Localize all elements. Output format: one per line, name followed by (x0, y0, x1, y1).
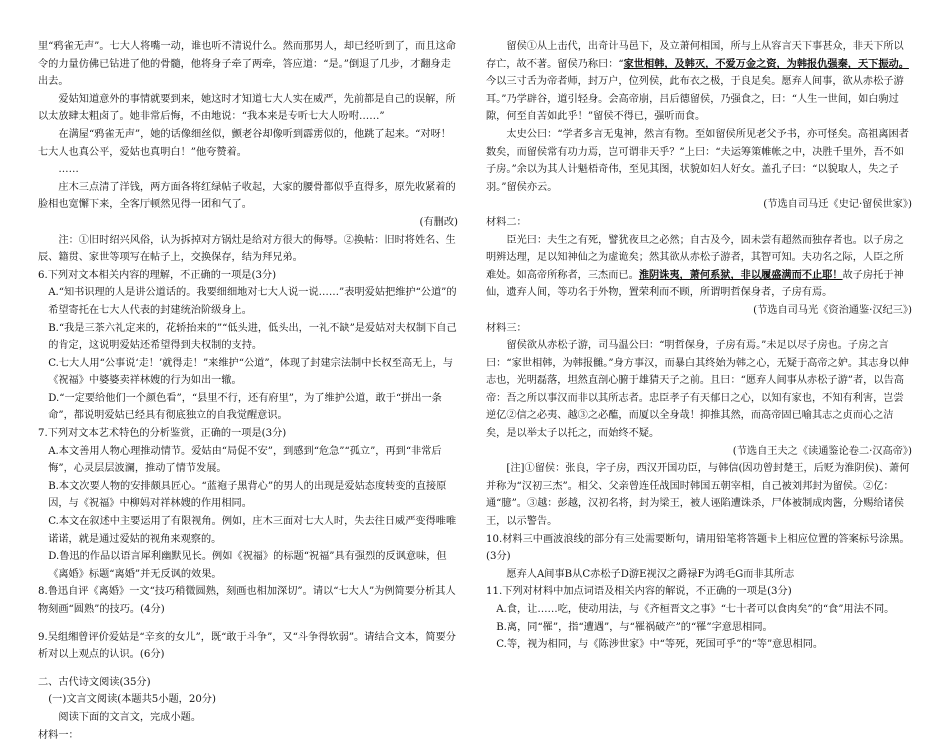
q11-stem: 11.下列对材料中加点词语及相关内容的解说，不正确的一项是(3分) (486, 586, 792, 598)
q10-text: 愿弃人A间事B从C赤松子D游E视汉之爵禄F为鸿毛G而非其所志 (506, 568, 795, 580)
material1-para: 太史公曰：“学者多言无鬼神，然言有物。至如留侯所见老父予书，亦可怪矣。高祖离困者数矣，而留侯常有功力焉，岂可谓非天乎？”上曰：“夫运筹策帷帐之中，决胜千里外，吾不如子房。”余以为其人计魁梧奇伟，至见其图，状貌如妇人好女。盖孔子曰：“以貌取人，失之子羽。”留侯亦云。 (486, 128, 909, 193)
right-column (486, 38, 912, 654)
left-column (38, 38, 458, 744)
q7-stem: 7.下列对文本艺术特色的分析鉴赏，正确的一项是(3分) (38, 428, 287, 440)
material2-para: 臣光曰：夫生之有死，譬犹夜旦之必然；自古及今，固未尝有超然而独存者也。以子房之明辨达理，足以知神仙之为虚诡矣；然其欲从赤松子游者，其智可知。夫功名之际，人臣之所难处。如高帝所称者，三杰而已。淮阴诛夷，萧何系狱，非以履盛满而不止耶！故子房托于神仙，遗弃人间，等功名于外物，置荣利而不顾，所谓明哲保身者，子房有焉。 (486, 234, 904, 299)
material2-source: (节选自司马光《资治通鉴·汉纪三》) (753, 304, 912, 316)
q6-option-b: B.“我是三茶六礼定来的，花轿抬来的”“低头进，低头出，一礼不缺”是爱姑对夫权制下自己的肯定，这说明爱姑还希望得到夫权制的支持。 (48, 322, 457, 352)
q6-option-c: C.七大人用“公事说‘走！’就得走！”来维护“公道”，体现了封建宗法制中长权至高无上，与《祝福》中婆婆卖祥林嫂的行为如出一辙。 (48, 357, 453, 387)
story-para: 在满屋“鸦雀无声”，她的话像细丝似，颤老谷却像听到霹雳似的，他跳了起来。“对呀！七大人也真公平，爱姑也真明白！”他夸赞着。 (38, 128, 451, 158)
section2a-heading: (一)文言文阅读(本题共5小题，20分) (48, 694, 216, 706)
q8: 8.鲁迅自评《离婚》一文“技巧稍微圆熟，刻画也相加深切”。请以“七大人”为例简要分析其人物刻画“圆熟”的技巧。(4分) (38, 586, 456, 615)
q6-stem: 6.下列对文本相关内容的理解，不正确的一项是(3分) (38, 269, 277, 281)
underlined-sentence: 家世相韩，及韩灭，不爱万金之资，为韩报仇强秦，天下振动。 (623, 57, 909, 70)
story-ellipsis: …… (58, 164, 79, 176)
q7-option-a: A.本文善用人物心理推动情节。爱姑由“局促不安”，到感到“危急”“孤立”，再到“非常后悔”，心灵层层波澜，推动了情节发展。 (48, 445, 442, 475)
q11-option-b: B.离，同“罹”，指“遭遇”，与“罹祸破产”的“罹”字意思相同。 (496, 621, 773, 633)
underlined-sentence: 淮阴诛夷，萧何系狱，非以履盛满而不止耶！ (638, 268, 843, 281)
material1-source: (节选自司马迁《史记·留侯世家》) (763, 199, 912, 211)
q10-stem: 10.材料三中画波浪线的部分有三处需要断句，请用铅笔将答题卡上相应位置的答案标号涂黑。(3分) (486, 533, 910, 563)
story-para: 爱姑知道意外的事情就要到来，她这时才知道七大人实在威严，先前都是自己的误解，所以太放肆太粗卤了。她非常后悔，不由地说：“我本来是专听七大人吩咐……” (38, 93, 456, 123)
story-source: (有删改) (419, 216, 458, 228)
q11-option-a: A.食，让……吃，使动用法，与《齐桓晋文之事》“七十者可以食肉矣”的“食”用法不同。 (496, 604, 895, 615)
material3-para: 留侯欲从赤松子游，司马温公曰：“明哲保身，子房有焉。”未足以尽子房也。子房之言曰：“家世相韩，为韩报雠。”身方事汉，而暴白其终始为韩之心，无疑于高帝之妒。其志身以伸志也，光明磊落，坦然直剖心腑于雄猜天子之前。且曰：“愿弃人间事从赤松子游”者，以告高帝：吾之所以事汉而非以其所志者。忠臣孝子有天郁日之心，以知有家也，不知有利害，岂尝逆亿②信之必夷、越③之必醢，而厦以全身哉！抑推其然，而高帝固已喻其志之贞而心之洁矣，是以举太子以托之，而始终不疑。 (486, 340, 909, 440)
q7-option-b: B.本文次要人物的安排颇具匠心。“蓝袍子黑背心”的男人的出现是爱姑态度转变的直接原因，与《祝福》中柳妈对祥林嫂的作用相同。 (48, 480, 447, 510)
material1-para: 留侯①从上击代，出奇计马邑下，及立萧何相国，所与上从容言天下事甚众，非天下所以存亡，故不著。留侯乃称曰：“家世相韩，及韩灭，不爱万金之资，为韩报仇强秦，天下振动。今以三寸舌为帝者师，封万户，位列侯，此布衣之极，于良足矣。愿弃人间事，欲从赤松子游耳。”乃学辟谷，道引轻身。会高帝崩，吕后德留侯，乃强食之，曰：“人生一世间，如白驹过隙，何至自苦如此乎！”留侯不得已，强听而食。 (486, 41, 909, 123)
material3-source: (节选自王夫之《读通鉴论卷二·汉高帝》) (732, 445, 912, 457)
q6-option-a: A.“知书识理的人是讲公道话的。我要细细地对七大人说一说……”表明爱姑把维护“公道”的希望寄托在七大人代表的封建统治阶级身上。 (48, 287, 457, 316)
q9: 9.吴组缃曾评价爱姑是“辛亥的女儿”，既“敢于斗争”，又“斗争得软弱”。请结合文本，简要分析对以上观点的认识。(6分) (38, 631, 456, 661)
q7-option-c: C.本文在叙述中主要运用了有限视角。例如，庄木三面对七大人时，失去往日威严变得唯唯诺诺，就是通过爱姑的视角来观察的。 (48, 516, 457, 545)
section2-heading: 二、古代诗文阅读(35分) (38, 676, 151, 688)
story-para: 庄木三点清了洋钱，两方面各将红绿帖子收起，大家的腰骨都似乎直得多，原先收紧着的脸相也宽懈下来，全客厅顿然见得一团和气了。 (38, 181, 456, 211)
story-para: 里“鸦雀无声”。七大人将嘴一动，谁也听不清说什么。然而那男人，却已经听到了，而且这命令的力量仿佛已钻进了他的骨髓，他将身子牵了两牵，答应道：“是。”倒退了几步，才翻身走出去。 (38, 41, 456, 88)
story-note: 注：①旧时绍兴风俗，认为拆掉对方锅灶是给对方很大的侮辱。②换帖：旧时将姓名、生辰、籍贯、家世等项写在帖子上，交换保存，结为拜兄弟。 (38, 234, 456, 264)
reading-instruction: 阅读下面的文言文，完成小题。 (58, 711, 202, 723)
material3-title: 材料三： (486, 322, 527, 334)
q6-option-d: D.“一定要给他们一个颜色看”，“县里不行，还有府里”，为了维护公道，敢于“拼出一条命”，都说明爱姑已经具有彻底独立的自我觉醒意识。 (48, 392, 442, 422)
q7-option-d: D.鲁迅的作品以语言犀利幽默见长。例如《祝福》的标题“祝福”具有强烈的反讽意味，但《离婚》标题“离婚”并无反讽的效果。 (48, 551, 447, 580)
annotation-note: [注]①留侯：张良，字子房，西汉开国功臣，与韩信(因功曾封楚王，后贬为淮阴侯)、萧何并称为“汉初三杰”。相父、父亲曾连任战国时韩国五朝宰相，自己被刘邦封为留侯。②亿：通“臆”。③越：彭越，汉初名将，封为梁王，被人诬陷遭诛杀，尸体被制成肉酱，分赐给诸侯王，以示警告。 (486, 463, 910, 528)
material1-title: 材料一： (38, 729, 79, 741)
q11-option-c: C.等，视为相同，与《陈涉世家》中“等死，死国可乎”的“等”意思相同。 (496, 639, 824, 651)
material2-title: 材料二： (486, 216, 527, 228)
